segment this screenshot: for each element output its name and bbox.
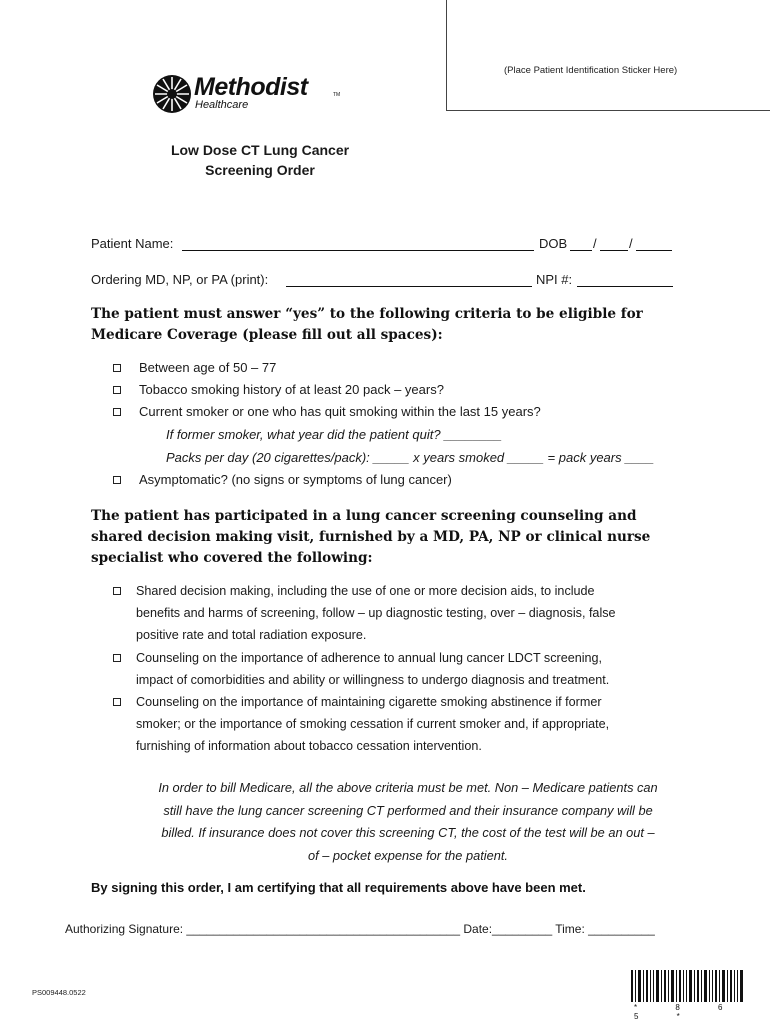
criteria-item-asymptomatic: Asymptomatic? (no signs or symptoms of lung cancer) xyxy=(139,472,452,487)
barcode-digits: * 8 6 5 * xyxy=(634,1003,741,1021)
dob-separator: / xyxy=(629,236,633,251)
criteria-item-age: Between age of 50 – 77 xyxy=(139,360,277,375)
counseling-heading: The patient has participated in a lung cancer screening counseling and shared decision making visit, furnished by a MD, PA, NP or clinical nurse specialist who covered the following: xyxy=(91,508,651,566)
page-title-line2: Screening Order xyxy=(205,162,315,178)
adherence-checkbox[interactable] xyxy=(113,654,121,662)
ordering-provider-field[interactable] xyxy=(286,286,532,287)
ordering-provider-label: Ordering MD, NP, or PA (print): xyxy=(91,272,269,287)
signature-date-time-fields[interactable]: Authorizing Signature: _________________________________________ Date:_________ Time: __________ xyxy=(65,922,655,936)
logo-subtitle: Healthcare xyxy=(195,99,249,111)
quit-year-field[interactable]: If former smoker, what year did the patient quit? ________ xyxy=(166,427,503,442)
counseling-item-shared-decision: Shared decision making, including the use of one or more decision aids, to include benefits and harms of screening, follow – up diagnostic testing, over – diagnosis, false positive rate and total radiation exposure. xyxy=(136,584,616,642)
patient-sticker-area xyxy=(446,0,770,111)
dob-separator: / xyxy=(593,236,597,251)
criteria-item-current-smoker: Current smoker or one who has quit smoking within the last 15 years? xyxy=(139,404,541,419)
logo-trademark: TM xyxy=(333,92,341,98)
logo-wordmark: Methodist xyxy=(194,73,308,101)
pack-years-checkbox[interactable] xyxy=(113,386,121,394)
dob-year-field[interactable] xyxy=(636,250,672,251)
npi-label: NPI #: xyxy=(536,272,573,287)
dob-label: DOB xyxy=(539,236,568,251)
barcode-icon xyxy=(631,970,743,1002)
patient-name-label: Patient Name: xyxy=(91,236,174,251)
page-title-line1: Low Dose CT Lung Cancer xyxy=(170,142,350,158)
sticker-label: (Place Patient Identification Sticker Here) xyxy=(504,65,678,76)
starburst-logo-icon xyxy=(152,74,192,114)
patient-name-field[interactable] xyxy=(182,250,534,251)
form-number: PS009448.0522 xyxy=(32,988,86,997)
counseling-item-adherence: Counseling on the importance of adherence to annual lung cancer LDCT screening, impact of comorbidities and ability or willingness to undergo diagnosis and treatment. xyxy=(136,651,610,687)
dob-month-field[interactable] xyxy=(570,250,592,251)
counseling-item-abstinence: Counseling on the importance of maintaining cigarette smoking abstinence if former smoker; or the importance of smoking cessation if current smoker and, if appropriate, furnishing of information about tobacco cessation intervention. xyxy=(136,695,610,753)
criteria-heading: The patient must answer “yes” to the following criteria to be eligible for Medicare Coverage (please fill out all spaces): xyxy=(91,306,643,343)
abstinence-checkbox[interactable] xyxy=(113,698,121,706)
packs-per-day-field[interactable]: Packs per day (20 cigarettes/pack): _____ x years smoked _____ = pack years ____ xyxy=(166,450,655,465)
current-smoker-checkbox[interactable] xyxy=(113,408,121,416)
shared-decision-checkbox[interactable] xyxy=(113,587,121,595)
asymptomatic-checkbox[interactable] xyxy=(113,476,121,484)
criteria-item-pack-years: Tobacco smoking history of at least 20 pack – years? xyxy=(139,382,444,397)
age-checkbox[interactable] xyxy=(113,364,121,372)
certification-statement: By signing this order, I am certifying that all requirements above have been met. xyxy=(91,880,586,895)
billing-note: In order to bill Medicare, all the above criteria must be met. Non – Medicare patients can still have the lung cancer screening CT performed and their insurance company will be billed. If insurance does not cover this screening CT, the cost of the test will be an out – of – pocket expense for the patient. xyxy=(158,780,658,863)
npi-field[interactable] xyxy=(577,286,673,287)
dob-day-field[interactable] xyxy=(600,250,628,251)
